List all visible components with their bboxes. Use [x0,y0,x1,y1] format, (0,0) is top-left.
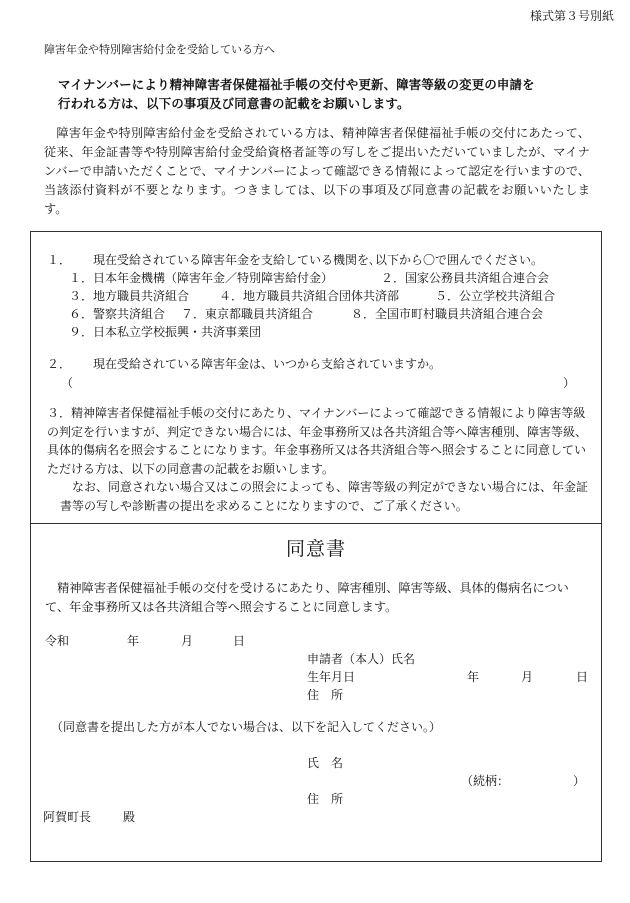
q1-number: １． [47,253,72,267]
proxy-note: （同意書を提出した方が本人でない場合は、以下を記入してください。） [51,720,442,734]
relation-close: ） [573,774,586,788]
date-era: 令和 [45,634,70,648]
honorific: 殿 [123,810,136,824]
proxy-name-label: 氏 名 [307,756,344,770]
q1-option-7: ７．東京都職員共済組合 [181,307,314,321]
consent-body: 精神障害者保健福祉手帳の交付を受けるにあたり、障害種別、障害等級、具体的傷病名について、年金事務所又は各共済組合等へ照会することに同意します。 [45,581,569,614]
recipient: 阿賀町長 [43,810,92,824]
relation-label: （続柄： [461,774,510,788]
applicant-address-label: 住 所 [307,688,344,702]
birth-month-label: 月 [521,670,534,684]
addressee: 障害年金や特別障害給付金を受給している方へ [44,43,275,56]
form-box [30,231,602,862]
q1-option-3: ３．地方職員共済組合 [69,289,190,303]
applicant-name-label: 申請者（本人）氏名 [307,652,416,666]
lead-line-2: 行われる方は、以下の事項及び同意書の記載をお願いします。 [58,96,410,111]
q2-paren-close: ） [563,376,576,390]
q1-option-8: ８．全国市町村職員共済組合連合会 [351,307,544,321]
date-month-label: 月 [181,634,194,648]
q2-number: ２． [47,357,72,371]
consent-title: 同意書 [285,538,346,560]
q3-note: なお、同意されない場合又はこの照会によっても、障害等級の判定ができない場合には、年金証書等の写しや診断書の提出を求めることになりますので、ご了承ください。 [60,480,589,513]
q1-option-5: ５．公立学校共済組合 [435,289,556,303]
birth-day-label: 日 [576,670,589,684]
q1-text: 現在受給されている障害年金を支給している機関を､以下から〇で囲んでください。 [93,253,544,267]
q1-option-4: ４．地方職員共済組合団体共済部 [219,289,400,303]
date-year-label: 年 [127,634,140,648]
q1-option-6: ６．警察共済組合 [69,307,166,321]
q2-text: 現在受給されている障害年金は、いつから支給されていますか。 [93,357,442,371]
form-number: 様式第３号別紙 [529,9,614,23]
q2-paren-open: （ [61,376,74,390]
q1-option-9: ９．日本私立学校振興・共済事業団 [69,325,262,339]
intro-paragraph: 障害年金や特別障害給付金を受給されている方は、精神障害者保健福祉手帳の交付にあたって、従来、年金証書等や特別障害給付金受給資格者証等の写しをご提出いただいていましたが、マイナンバーで申請いただくことで、マイナンバーによって確認できる情報によって認定を行いますので、当該添付資料が不要となります。つきましては、以下の事項及び同意書の記載をお願いいたします。 [44,126,590,216]
birth-date-label: 生年月日 [307,670,356,684]
q3-text: ３．精神障害者保健福祉手帳の交付にあたり、マイナンバーによって確認できる情報により障害等級の判定を行いますが、判定できない場合には、年金事務所又は各共済組合等へ障害種別、障害等級、具体的傷病名を照会することになります。年金事務所又は各共済組合等へ照会することに同意していただける方は、以下の同意書の記載をお願いします。 [47,406,588,476]
birth-year-label: 年 [467,670,480,684]
lead-line-1: マイナンバーにより精神障害者保健福祉手帳の交付や更新、障害等級の変更の申請を [58,77,535,92]
section-divider [31,523,601,524]
proxy-address-label: 住 所 [307,792,344,806]
date-day-label: 日 [233,634,246,648]
q1-option-2: ２．国家公務員共済組合連合会 [381,271,550,285]
q1-option-1: １．日本年金機構（障害年金／特別障害給付金） [69,271,334,285]
